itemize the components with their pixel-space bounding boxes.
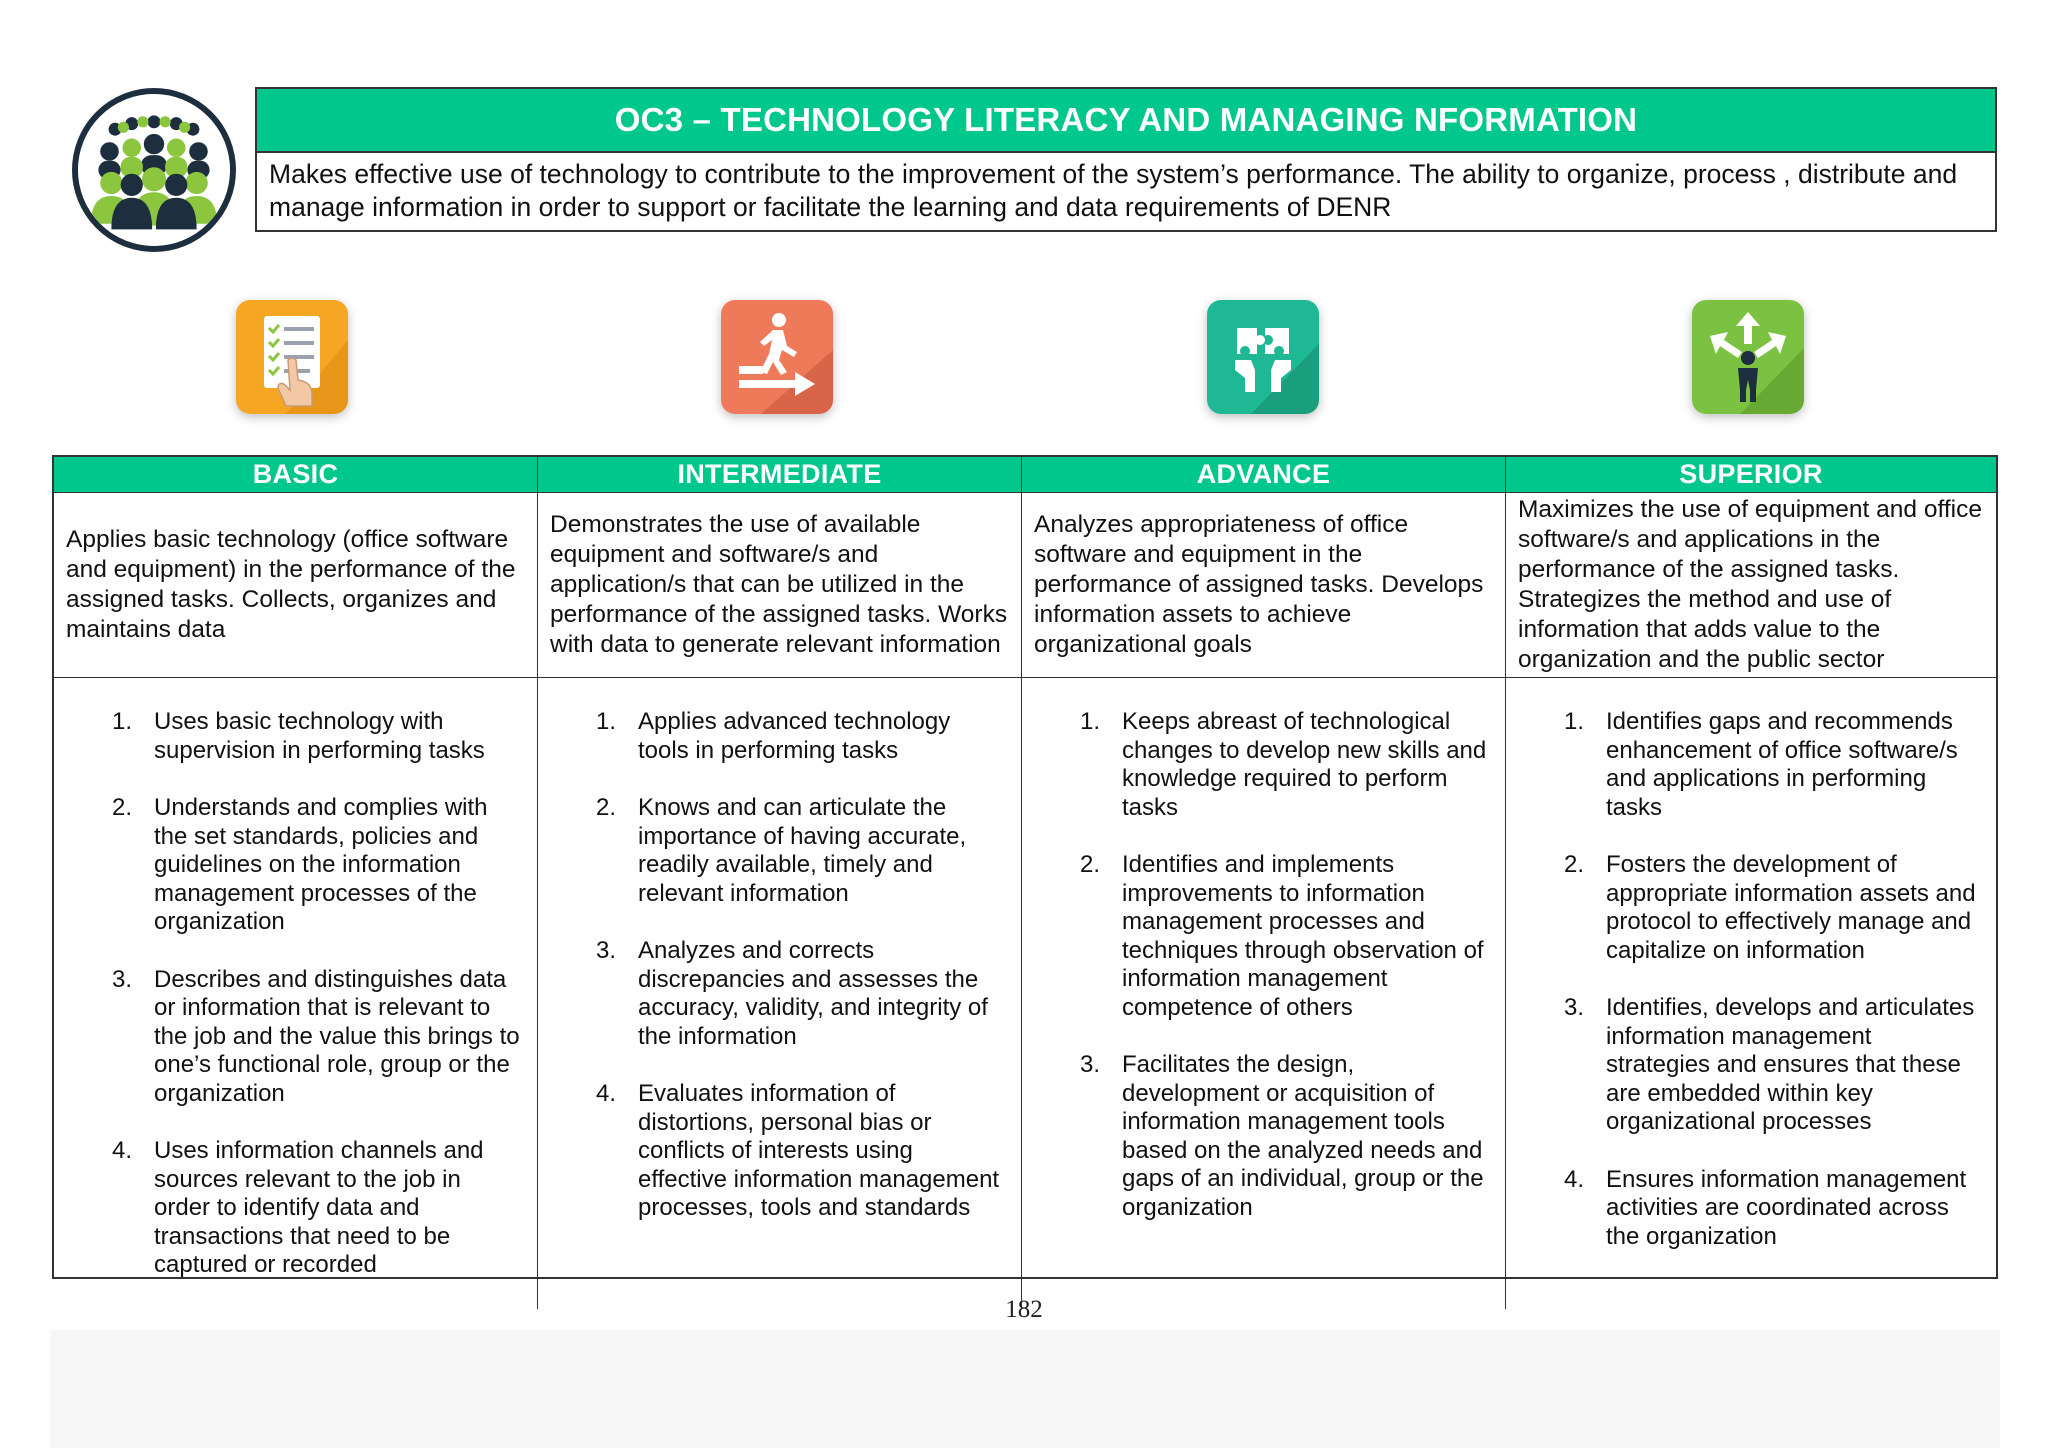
level-description-intermediate [538,493,1022,678]
indicator-list [1506,708,1982,1251]
list-item [1506,1166,1982,1252]
level-description-advance [1022,493,1506,678]
list-item [538,708,1007,765]
page-shadow [50,1330,2000,1448]
item-text: Describes and distinguishes data or information that is relevant to the job and the value this brings to one’s functional role, group or the organization [154,965,520,1107]
list-item [1506,994,1982,1137]
indicators-advance [1022,678,1506,1309]
list-item [1506,851,1982,965]
item-number: 3. [595,937,616,964]
puzzle-hands-icon [1207,300,1319,414]
item-number: 3. [111,965,132,993]
competency-title: OC3 – TECHNOLOGY LITERACY AND MANAGING NFORMATION [257,89,1995,153]
item-text: Uses information channels and sources relevant to the job in order to identify data and transactions that need to be captured or recorded [154,1137,484,1278]
level-header-advance: ADVANCE [1022,457,1506,493]
crossroads-icon [1692,300,1804,414]
indicator-list [1022,708,1491,1222]
checklist-icon [236,300,348,414]
page-number: 182 [1005,1296,1043,1323]
item-number: 2. [111,794,132,821]
level-description-basic [54,493,538,678]
item-text: Ensures information management activities are coordinated across the organization [1606,1165,1967,1250]
item-text: Keeps abreast of technological changes to develop new skills and knowledge required to perform tasks [1122,708,1487,821]
item-number: 1. [1563,708,1584,735]
item-text: Uses basic technology with supervision in performing tasks [154,708,485,764]
indicators-basic [54,678,538,1309]
list-item [54,966,523,1109]
item-number: 1. [595,708,616,735]
level-header-superior: SUPERIOR [1506,457,1996,493]
list-item [538,937,1007,1051]
list-item [54,1137,523,1280]
list-item [538,1080,1007,1223]
competency-levels-table [52,455,1998,1279]
item-number: 2. [1079,851,1100,878]
item-number: 2. [1563,851,1584,878]
item-number: 4. [111,1137,132,1164]
indicators-intermediate [538,678,1022,1309]
level-header-intermediate: INTERMEDIATE [538,457,1022,493]
item-number: 1. [111,708,132,735]
item-text: Applies advanced technology tools in performing tasks [638,708,951,764]
indicators-superior [1506,678,1996,1309]
level-description-text: Analyzes appropriateness of office software and equipment in the performance of assigned tasks. Develops information assets to achieve organizational goals [1034,511,1484,658]
stair-climber-icon [721,300,833,414]
item-number: 3. [1079,1051,1100,1078]
group-people-icon [72,88,236,252]
item-text: Understands and complies with the set standards, policies and guidelines on the information management processes of the organization [154,794,488,935]
list-item [1022,851,1491,1022]
item-text: Fosters the development of appropriate information assets and protocol to effectively manage and capitalize on information [1606,851,1976,964]
level-description-text: Maximizes the use of equipment and office software/s and applications in the performance of the assigned tasks. Strategizes the method and use of information that adds value to the organization and the public sector [1518,496,1982,673]
item-text: Identifies, develops and articulates information management strategies and ensures that these are embedded within key organizational processes [1606,994,1975,1135]
indicator-list [54,708,523,1280]
item-text: Knows and can articulate the importance of having accurate, readily available, timely and relevant information [638,794,967,907]
list-item [54,708,523,765]
level-header-basic: BASIC [54,457,538,493]
list-item [1506,708,1982,822]
item-number: 3. [1563,994,1584,1021]
item-text: Analyzes and corrects discrepancies and assesses the accuracy, validity, and integrity of the information [638,937,988,1050]
item-number: 2. [595,794,616,821]
item-number: 4. [1563,1165,1584,1193]
list-item [538,794,1007,908]
item-text: Identifies gaps and recommends enhancement of office software/s and applications in performing tasks [1606,708,1958,821]
level-description-text: Demonstrates the use of available equipment and software/s and application/s that can be utilized in the performance of the assigned tasks. Works with data to generate relevant information [550,511,1008,658]
list-item [54,794,523,937]
competency-header [255,87,1997,232]
item-text: Facilitates the design, development or acquisition of information management tools based on the analyzed needs and gaps of an individual, group or the organization [1122,1051,1484,1221]
list-item [1022,1051,1491,1222]
item-number: 1. [1079,708,1100,735]
item-number: 4. [595,1080,616,1107]
indicator-list [538,708,1007,1223]
list-item [1022,708,1491,822]
level-description-text: Applies basic technology (office software and equipment) in the performance of the assigned tasks. Collects, organizes and maintains data [66,526,516,643]
level-description-superior [1506,493,1996,678]
competency-description: Makes effective use of technology to contribute to the improvement of the system’s performance. The ability to organize, process , distribute and manage information in order to support or facilitate the learning and data requirements of DENR [269,159,1958,222]
item-text: Identifies and implements improvements to information management processes and techniques through observation of information management competence of others [1122,851,1484,1021]
item-text: Evaluates information of distortions, personal bias or conflicts of interests using effective information management processes, tools and standards [638,1080,1000,1221]
